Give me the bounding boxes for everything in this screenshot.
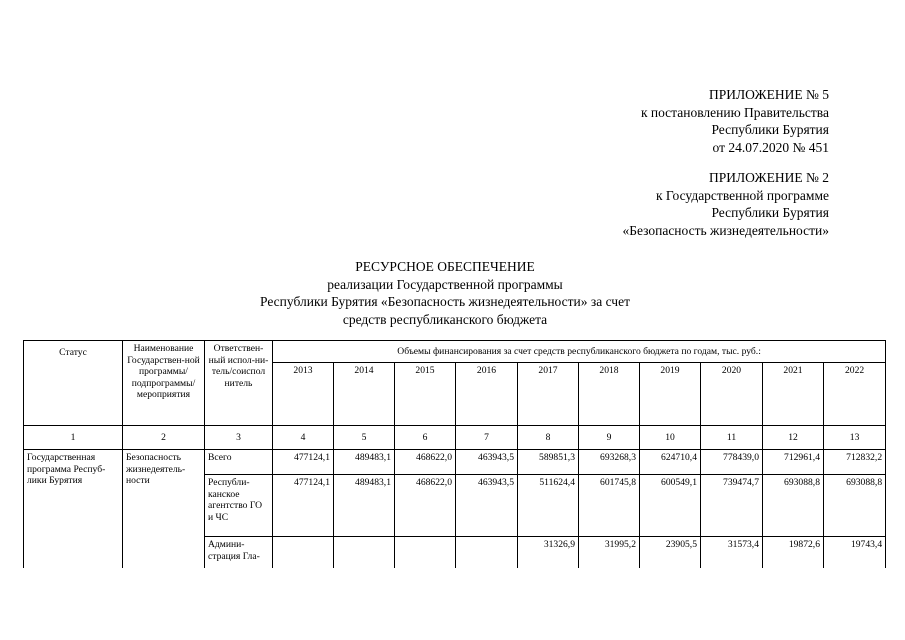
year-2019: 2019 [640, 363, 701, 426]
value-cell: 712832,2 [824, 450, 886, 475]
appendix-5-date: от 24.07.2020 № 451 [712, 139, 829, 155]
value-cell: 31995,2 [579, 537, 640, 568]
col-number-9: 9 [579, 426, 640, 450]
year-2018: 2018 [579, 363, 640, 426]
value-cell: 693088,8 [763, 475, 824, 537]
value-cell: 589851,3 [518, 450, 579, 475]
table-row [24, 450, 886, 475]
value-cell: 468622,0 [395, 475, 456, 537]
status-cell: Государственная программа Респуб-лики Бурятия [24, 450, 123, 568]
year-2017: 2017 [518, 363, 579, 426]
value-cell: 511624,4 [518, 475, 579, 537]
value-cell: 693268,3 [579, 450, 640, 475]
col-number-6: 6 [395, 426, 456, 450]
value-cell: 600549,1 [640, 475, 701, 537]
header-funding: Объемы финансирования за счет средств республиканского бюджета по годам, тыс. руб.: [273, 341, 886, 363]
value-cell: 468622,0 [395, 450, 456, 475]
appendix-2-program: к Государственной программе [655, 187, 829, 203]
appendix-2-number: ПРИЛОЖЕНИЕ № 2 [708, 170, 829, 185]
executor-cell: Всего [205, 450, 273, 475]
col-number-13: 13 [824, 426, 886, 450]
value-cell: 624710,4 [640, 450, 701, 475]
year-2020: 2020 [701, 363, 763, 426]
header-executor: Ответствен-ный испол-ни-тель/соиспол нитель [205, 341, 273, 426]
value-cell: 693088,8 [824, 475, 886, 537]
title-line-4: средств республиканского бюджета [342, 311, 548, 327]
col-number-4: 4 [273, 426, 334, 450]
title-line-1: РЕСУРСНОЕ ОБЕСПЕЧЕНИЕ [355, 259, 535, 274]
year-2016: 2016 [456, 363, 518, 426]
col-number-3: 3 [205, 426, 273, 450]
col-number-2: 2 [123, 426, 205, 450]
year-2013: 2013 [273, 363, 334, 426]
value-cell: 477124,1 [273, 475, 334, 537]
header-status: Статус [24, 341, 123, 426]
col-number-12: 12 [763, 426, 824, 450]
header-row-top [24, 341, 886, 363]
value-cell: 712961,4 [763, 450, 824, 475]
col-number-8: 8 [518, 426, 579, 450]
year-2021: 2021 [763, 363, 824, 426]
resource-table [23, 340, 886, 568]
value-cell: 23905,5 [640, 537, 701, 568]
executor-cell: Админи-страция Гла- [205, 537, 273, 568]
col-number-11: 11 [701, 426, 763, 450]
col-number-5: 5 [334, 426, 395, 450]
appendix-5-resolution: к постановлению Правительства [640, 104, 829, 120]
value-cell: 463943,5 [456, 475, 518, 537]
value-cell: 31573,4 [701, 537, 763, 568]
col-number-1: 1 [24, 426, 123, 450]
value-cell: 19872,6 [763, 537, 824, 568]
value-cell [395, 537, 456, 568]
title-line-2: реализации Государственной программы [327, 276, 563, 292]
value-cell [334, 537, 395, 568]
document-title [0, 258, 890, 328]
value-cell: 489483,1 [334, 475, 395, 537]
appendix-5-number: ПРИЛОЖЕНИЕ № 5 [708, 87, 829, 102]
year-2022: 2022 [824, 363, 886, 426]
col-number-7: 7 [456, 426, 518, 450]
executor-cell: Республи-канское агентство ГО и ЧС [205, 475, 273, 537]
year-2015: 2015 [395, 363, 456, 426]
value-cell: 463943,5 [456, 450, 518, 475]
column-number-row [24, 426, 886, 450]
value-cell: 19743,4 [824, 537, 886, 568]
appendix-2-republic: Республики Бурятия [711, 205, 829, 220]
appendix-2-header [622, 169, 829, 239]
col-number-10: 10 [640, 426, 701, 450]
value-cell [456, 537, 518, 568]
title-line-3: Республики Бурятия «Безопасность жизнедеятельности» за счет [260, 294, 630, 309]
value-cell: 31326,9 [518, 537, 579, 568]
value-cell: 601745,8 [579, 475, 640, 537]
year-2014: 2014 [334, 363, 395, 426]
appendix-2-program-name: «Безопасность жизнедеятельности» [622, 222, 829, 238]
value-cell: 739474,7 [701, 475, 763, 537]
appendix-5-republic: Республики Бурятия [711, 122, 829, 137]
value-cell: 778439,0 [701, 450, 763, 475]
value-cell: 489483,1 [334, 450, 395, 475]
program-name-cell: Безопасность жизнедеятель-ности [123, 450, 205, 568]
value-cell [273, 537, 334, 568]
value-cell: 477124,1 [273, 450, 334, 475]
header-program-name: Наименование Государствен-ной программы/подпрограммы/мероприятия [123, 341, 205, 426]
appendix-5-header [641, 86, 829, 156]
